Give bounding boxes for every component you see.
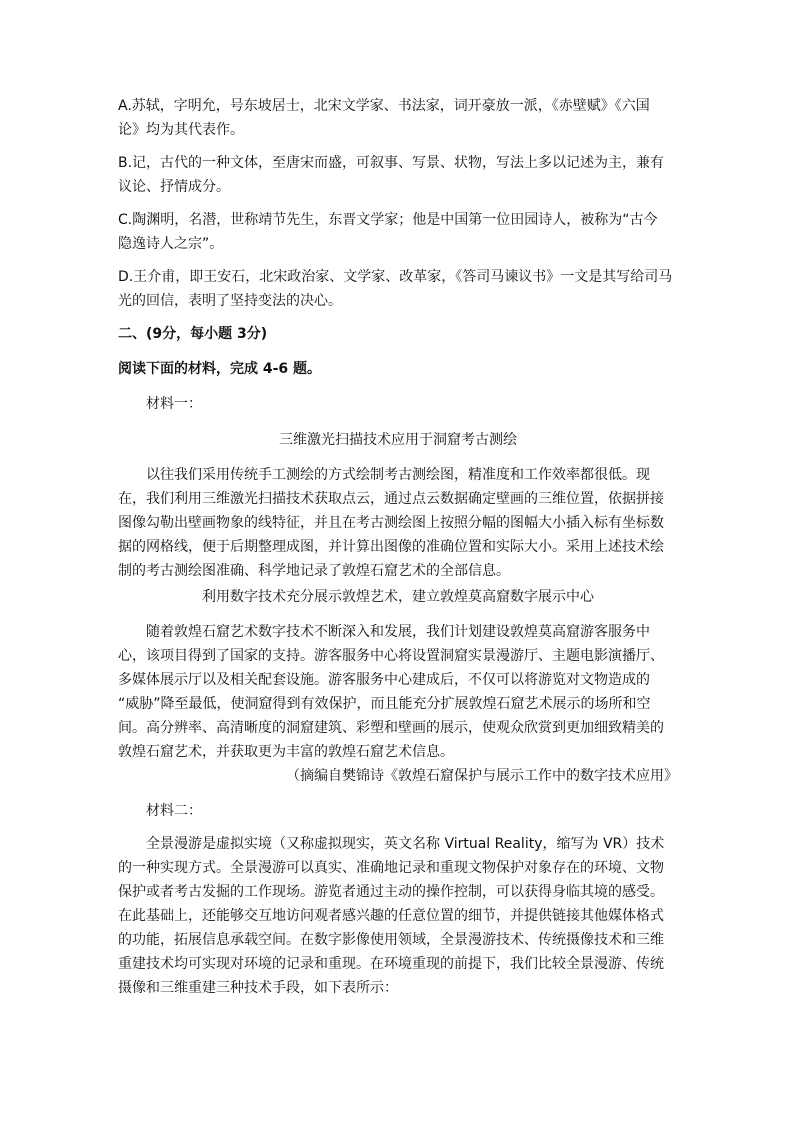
option-c [118, 208, 678, 256]
para-line: 保护或者考古发掘的工作现场。游览者通过主动的操作控制，可以获得身临其境的感受。 [118, 884, 664, 900]
material1-source: （摘编自樊锦诗《敦煌石窟保护与展示工作中的数字技术应用》 [286, 768, 678, 784]
para-line: 以往我们采用传统手工测绘的方式绘制考古测绘图，精准度和工作效率都很低。现 [146, 467, 650, 483]
para-line: “威胁”降至最低，使洞窟得到有效保护，而且能充分扩展敦煌石窟艺术展示的场所和空 [118, 696, 651, 712]
para-line: 的功能，拓展信息承载空间。在数字影像使用领域，全景漫游技术、传统摄像技术和三维 [118, 932, 664, 948]
para-line: 心，该项目得到了国家的支持。游客服务中心将设置洞窟实景漫游厅、主题电影演播厅、 [118, 648, 664, 664]
material1-label: 材料一： [146, 396, 202, 412]
para-line: 据的网格线，便于后期整理成图，并计算出图像的准确位置和实际大小。采用上述技术绘 [118, 539, 664, 555]
option-a-line: 论》均为其代表作。 [118, 122, 244, 138]
material2-label: 材料二： [146, 803, 202, 819]
section-instruction: 阅读下面的材料，完成 4-6 题。 [118, 361, 322, 377]
option-a [118, 94, 678, 142]
para-line: 图像勾勒出壁画物象的线特征，并且在考古测绘图上按照分幅的图幅大小插入标有坐标数 [118, 515, 664, 531]
option-d-line: 光的回信，表明了坚持变法的决心。 [118, 293, 342, 309]
material1-para2 [118, 620, 678, 764]
option-a-line: A.苏轼，字明允，号东坡居士，北宋文学家、书法家，词开豪放一派，《赤壁赋》《六国 [118, 98, 650, 114]
para-line: 间。高分辨率、高清晰度的洞窟建筑、彩塑和壁画的展示，使观众欣赏到更加细致精美的 [118, 720, 664, 736]
para-line: 随着敦煌石窟艺术数字技术不断深入和发展，我们计划建设敦煌莫高窟游客服务中 [146, 624, 650, 640]
para-line: 全景漫游是虚拟实境（又称虚拟现实，英文名称 Virtual Reality，缩写为 VR）技术 [146, 836, 665, 852]
para-line: 多媒体展示厅以及相关配套设施。游客服务中心建成后，不仅可以将游览对文物造成的 [118, 672, 650, 688]
para-line: 在此基础上，还能够交互地访问观者感兴趣的任意位置的细节，并提供链接其他媒体格式 [118, 908, 664, 924]
option-b [118, 151, 678, 199]
material2-para [118, 832, 678, 1000]
option-d [118, 265, 678, 313]
option-b-line: B.记，古代的一种文体，至唐宋而盛，可叙事、写景、状物，写法上多以记述为主，兼有 [118, 155, 665, 171]
material1-para1 [118, 463, 678, 583]
para-line: 的一种实现方式。全景漫游可以真实、准确地记录和重现文物保护对象存在的环境、文物 [118, 860, 664, 876]
para-line: 制的考古测绘图准确、科学地记录了敦煌石窟艺术的全部信息。 [118, 563, 510, 579]
para-line: 在，我们利用三维激光扫描技术获取点云，通过点云数据确定壁画的三维位置，依据拼接 [118, 491, 664, 507]
para-line: 敦煌石窟艺术，并获取更为丰富的敦煌石窟艺术信息。 [118, 744, 454, 760]
para-line: 重建技术均可实现对环境的记录和重现。在环境重现的前提下，我们比较全景漫游、传统 [118, 956, 664, 972]
option-c-line: C.陶渊明，名潜，世称靖节先生，东晋文学家；他是中国第一位田园诗人，被称为“古今 [118, 212, 658, 228]
material1-title1: 三维激光扫描技术应用于洞窟考古测绘 [279, 432, 517, 448]
option-d-line: D.王介甫，即王安石，北宋政治家、文学家、改革家，《答司马谏议书》一文是其写给司马 [118, 269, 673, 285]
section-heading: 二、(9分，每小题 3分) [118, 326, 268, 342]
para-line: 摄像和三维重建三种技术手段，如下表所示： [118, 980, 398, 996]
material1-title2: 利用数字技术充分展示敦煌艺术，建立敦煌莫高窟数字展示中心 [202, 589, 594, 605]
option-b-line: 议论、抒情成分。 [118, 179, 230, 195]
option-c-line: 隐逸诗人之宗”。 [118, 236, 224, 252]
